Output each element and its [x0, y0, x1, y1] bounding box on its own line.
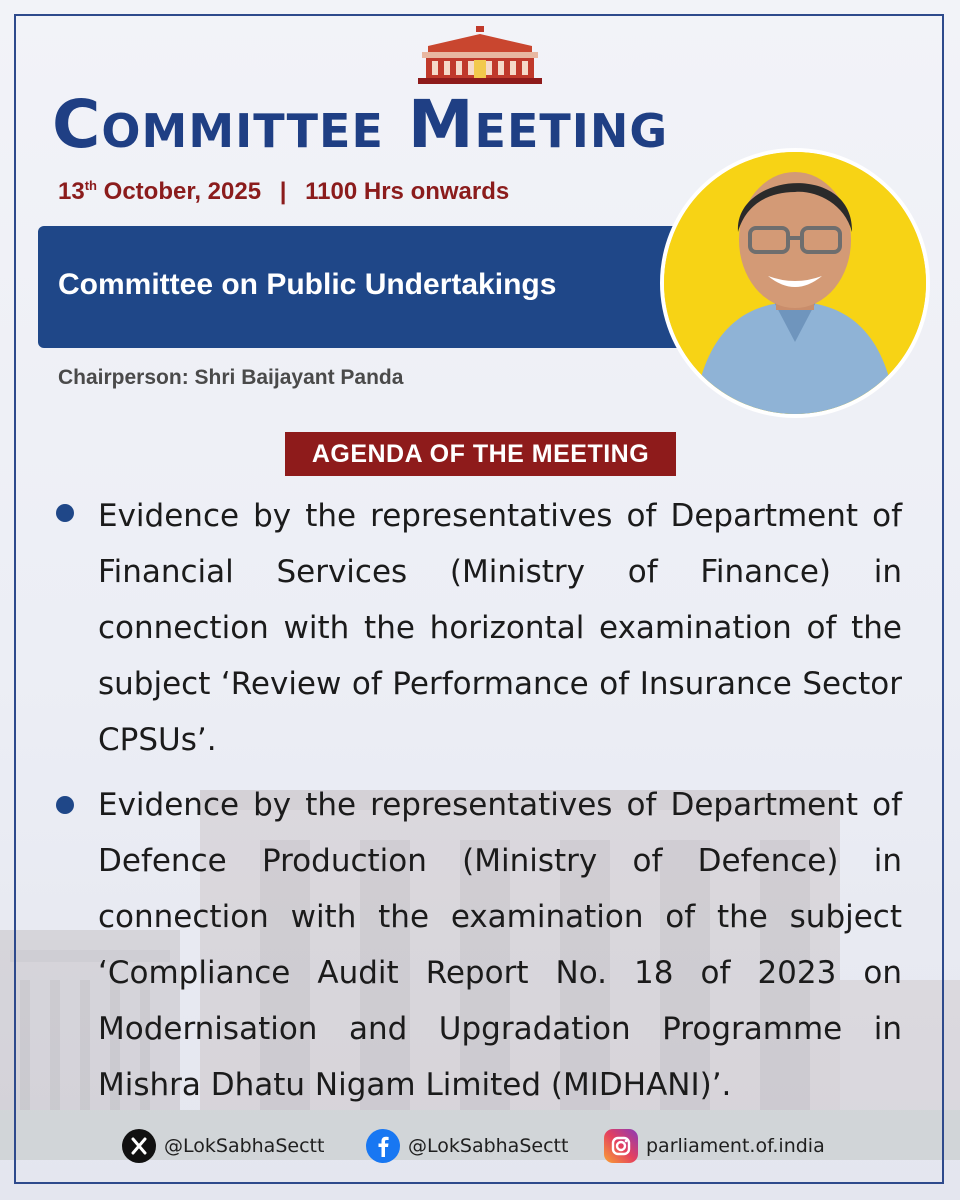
bullet-icon	[56, 796, 74, 814]
x-icon	[122, 1129, 156, 1163]
agenda-item: Evidence by the representatives of Department of Defence Production (Ministry of Defence) in connection with the examination of the subject ‘Compliance Audit Report No. 18 of 2023 on Modernisation and Upgradation Programme in Mishra Dhatu Nigam Limited (MIDHANI)’.	[98, 787, 902, 1103]
committee-name: Committee on Public Undertakings	[58, 268, 557, 301]
meeting-date-time	[58, 178, 509, 206]
portrait-illustration	[664, 152, 926, 414]
instagram-handle-link[interactable]	[604, 1126, 825, 1166]
agenda-heading: AGENDA OF THE MEETING	[285, 432, 676, 476]
date-month-year: October, 2025	[96, 178, 262, 205]
chairperson-portrait	[660, 148, 930, 418]
page-title: Committee Meeting	[52, 86, 669, 163]
date-time-separator: |	[279, 178, 287, 205]
bullet-icon	[56, 504, 74, 522]
facebook-handle: @LokSabhaSectt	[408, 1135, 569, 1157]
parliament-building-logo	[418, 26, 542, 84]
agenda-item: Evidence by the representatives of Department of Financial Services (Ministry of Finance) in connection with the horizontal examination of the subject ‘Review of Performance of Insurance Sector CPSUs’.	[98, 498, 902, 758]
date-day: 13	[58, 178, 85, 205]
facebook-handle-link[interactable]	[366, 1126, 568, 1166]
chairperson-label: Chairperson: Shri Baijayant Panda	[58, 366, 404, 389]
x-handle: @LokSabhaSectt	[164, 1135, 325, 1157]
instagram-handle: parliament.of.india	[646, 1135, 825, 1157]
facebook-icon	[366, 1129, 400, 1163]
meeting-time: 1100 Hrs onwards	[305, 178, 510, 205]
instagram-icon	[604, 1129, 638, 1163]
date-suffix: th	[84, 178, 97, 193]
x-handle-link[interactable]	[122, 1126, 324, 1166]
